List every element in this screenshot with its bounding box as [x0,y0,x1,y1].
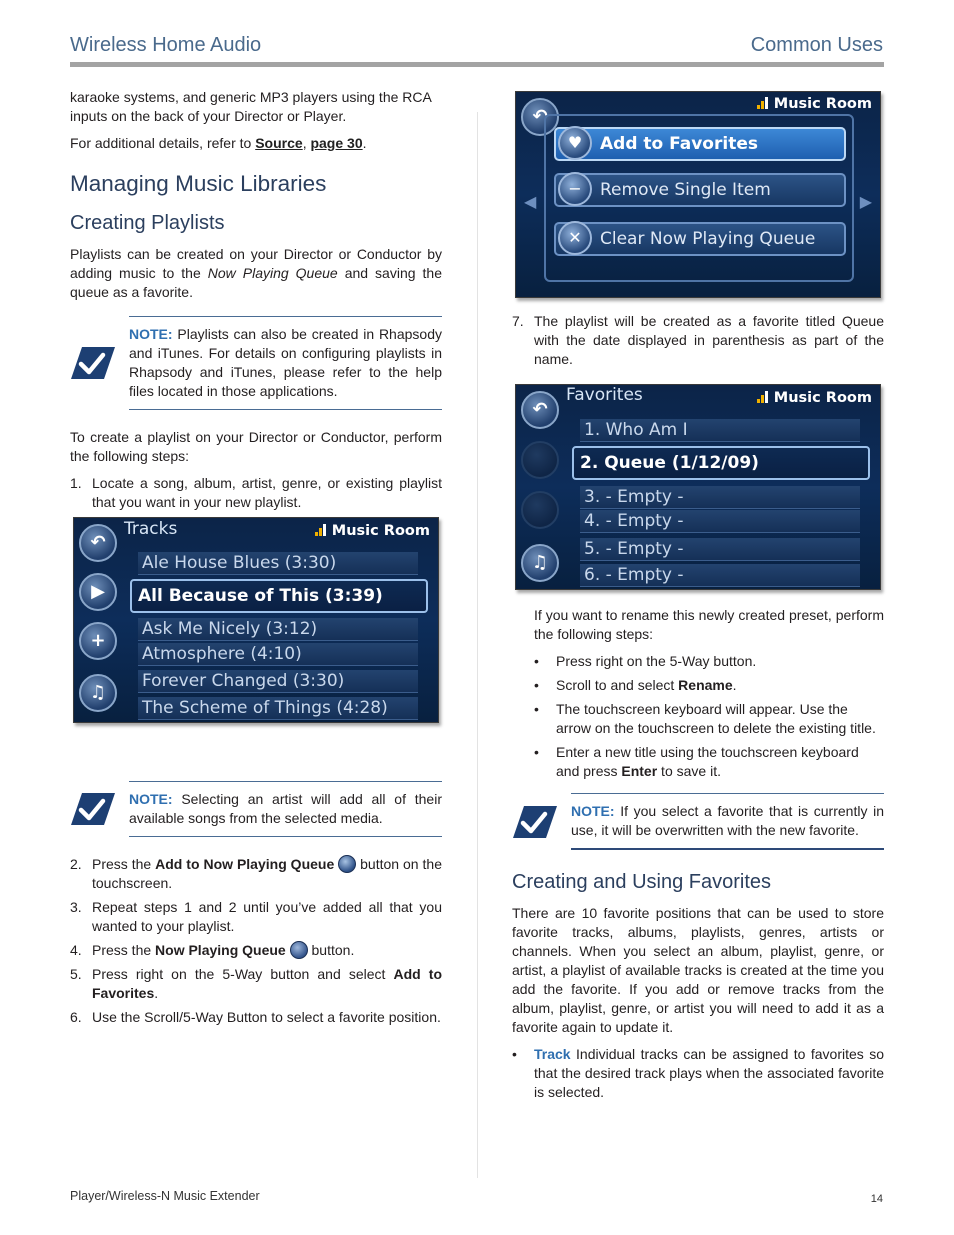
clear-now-playing-queue-button[interactable] [554,222,846,256]
right-column [512,312,884,374]
note-artist [70,781,442,837]
favorite-row-selected[interactable]: 2. Queue (1/12/09) [572,446,870,480]
steps-intro: To create a playlist on your Director or Conductor, perform the following steps: [70,429,442,464]
add-to-queue-button[interactable]: + [79,622,117,660]
step-text: button on the touchscreen. [92,856,442,891]
bullet-bold: Rename [678,677,733,693]
steps-list-2 [70,855,442,1027]
intro-paragraph: karaoke systems, and generic MP3 players using the RCA inputs on the back of your Director or Player. [70,89,432,124]
track-row-selected[interactable]: All Because of This (3:39) [130,579,428,613]
refer-prefix: For additional details, refer to [70,135,256,151]
now-playing-queue-icon [290,941,308,959]
step-number: 5. [70,966,82,982]
bullet-text: to save it. [657,763,721,779]
playlists-paragraph [70,245,442,302]
source-link[interactable]: Source [255,135,303,151]
page-number: 14 [870,1193,883,1205]
subsection-title: Creating Playlists [70,212,225,234]
bullet-bold: Enter [621,763,658,779]
step-number: 4. [70,942,82,958]
add-to-favorites-button[interactable] [554,127,846,161]
note-overwrite [512,793,884,850]
signal-icon [315,524,328,536]
left-arrow-icon[interactable]: ◀ [524,192,537,211]
bullet-text: . [732,677,737,693]
checkmark-icon [70,346,116,380]
refer-suffix: . [362,135,367,151]
clear-icon: ✕ [558,221,592,255]
signal-icon [757,97,770,109]
now-playing-queue-emphasis: Now Playing Queue [207,265,338,281]
note-label: NOTE: [129,326,173,342]
track-row[interactable]: Ale House Blues (3:30) [138,552,418,575]
step-4 [70,941,442,960]
signal-icon [757,391,770,403]
screen-title: Favorites [566,385,643,405]
step-7 [512,312,884,369]
zone-name [757,95,872,114]
rename-intro: If you want to rename this newly created preset, perform the following steps: [534,607,884,642]
refer-paragraph [70,134,442,153]
column-divider [477,112,478,1178]
rename-step: • Press right on the 5-Way button. [534,652,884,671]
bullet-text: Scroll to and select [556,677,679,693]
back-button[interactable]: ↶ [79,524,117,562]
favorite-row[interactable]: 6. - Empty - [580,564,860,587]
page-30-link[interactable]: page 30 [310,135,363,151]
remove-icon: − [558,172,592,206]
step-text: Use the Scroll/5-Way Button to select a favorite position. [92,1009,441,1025]
track-row[interactable]: Forever Changed (3:30) [138,670,418,693]
note-label: NOTE: [571,803,615,819]
step-5 [70,965,442,1003]
step-text: button. [307,942,355,958]
right-arrow-icon[interactable]: ▶ [859,192,872,211]
rename-steps [534,652,884,781]
rename-step [534,743,884,781]
step-text: Press the [92,856,156,872]
step-bold: Add to Favorites [92,966,442,1001]
header-rule [70,62,884,67]
zone-name [757,389,872,408]
step-text: . [154,985,159,1001]
footer-product: Player/Wireless-N Music Extender [70,1189,260,1203]
remove-single-item-button[interactable] [554,173,846,207]
section-title: Managing Music Libraries [70,171,327,196]
right-column-lower [512,606,884,1107]
step-number: 1. [70,475,82,491]
steps-list-3 [512,312,884,369]
steps-list-1 [70,474,442,512]
note-text: If you select a favorite that is currently in use, it will be overwritten with the new favorite. [571,803,884,838]
step-1 [70,474,442,512]
zone-label: Music Room [773,390,872,406]
bullet-text: Enter a new title using the touchscreen keyboard and press [556,744,859,779]
note-rhapsody [70,316,442,410]
running-header-left: Wireless Home Audio [70,34,262,56]
playlists-text-a: Playlists can be created on your Director or Conductor by adding music to the [70,246,442,281]
running-header-right: Common Uses [750,34,883,56]
favorite-row[interactable]: 5. - Empty - [580,538,860,561]
step-text: Repeat steps 1 and 2 until you’ve added all that you wanted to your playlist. [92,899,442,934]
heart-icon: ♥ [558,126,592,160]
note-text: Selecting an artist will add all of their available songs from the selected media. [129,791,442,826]
step-bold: Add to Now Playing Queue [155,856,335,872]
tracks-screenshot [73,517,439,723]
play-button[interactable]: ▶ [79,573,117,611]
step-text: The playlist will be created as a favorite titled Queue with the date displayed in parenthesis as part of the name. [534,313,884,367]
zone-label: Music Room [331,523,430,539]
step-2 [70,855,442,893]
now-playing-queue-button[interactable]: ♫ [79,674,117,712]
screen-title: Tracks [124,519,178,539]
step-6 [70,1008,442,1027]
track-label: Track [534,1046,571,1062]
checkmark-icon [70,792,116,826]
zone-label: Music Room [773,96,872,112]
bullet-text: Individual tracks can be assigned to favorites so that the desired track plays when the associated favorite is selected. [534,1046,884,1100]
favorites-types [512,1045,884,1102]
checkmark-icon [512,805,558,839]
rename-step [534,676,884,695]
track-row[interactable]: The Scheme of Things (4:28) [138,697,418,720]
menu-item-label: Remove Single Item [600,180,771,200]
refer-separator: , [302,135,311,151]
favorites-paragraph: There are 10 favorite positions that can be used to store favorite tracks, albums, playlists, genres, artists or channels. When you select an album, playlist, genre, or artist, a playlist of available tracks is created at the time you add the favorite. If you add or remove tracks from the album, playlist, genre, or artist you will need to add it as a favorite again to update it. [512,905,884,1035]
back-button[interactable]: ↶ [521,391,559,429]
playlists-text-b: and saving the queue as a favorite. [70,265,442,300]
step-number: 2. [70,856,82,872]
menu-item-label: Clear Now Playing Queue [600,229,816,249]
favorites-screenshot [515,384,881,590]
step-number: 3. [70,899,82,915]
step-number: 6. [70,1009,82,1025]
step-text: Locate a song, album, artist, genre, or existing playlist that you want in your new playlist. [92,475,442,510]
track-row[interactable]: Ask Me Nicely (3:12) [138,618,418,641]
note-label: NOTE: [129,791,173,807]
favorite-row[interactable]: 1. Who Am I [580,419,860,442]
step-bold: Now Playing Queue [155,942,286,958]
favorites-type-track [512,1045,884,1102]
step-text: Press the [92,942,156,958]
rename-step: • The touchscreen keyboard will appear. Use the arrow on the touchscreen to delete the existing title. [534,700,884,738]
empty-button [521,491,559,529]
menu-item-label: Add to Favorites [600,134,758,154]
favorite-row[interactable]: 4. - Empty - [580,510,860,533]
step-number: 7. [512,313,524,329]
track-row[interactable]: Atmosphere (4:10) [138,643,418,666]
favorites-subsection-title: Creating and Using Favorites [512,871,772,893]
favorite-row[interactable]: 3. - Empty - [580,486,860,509]
empty-button [521,441,559,479]
now-playing-queue-button[interactable]: ♫ [521,544,559,582]
zone-name [315,522,430,541]
add-to-queue-icon [338,855,356,873]
step-3 [70,898,442,936]
back-button[interactable]: ↶ [521,98,559,136]
note-text: Playlists can also be created in Rhapsody and iTunes. For details on configuring playlists in Rhapsody and iTunes, please refer to the help files located in those applications. [129,326,442,399]
step-text: Press right on the 5-Way button and select [92,966,394,982]
menu-screenshot [515,91,881,298]
